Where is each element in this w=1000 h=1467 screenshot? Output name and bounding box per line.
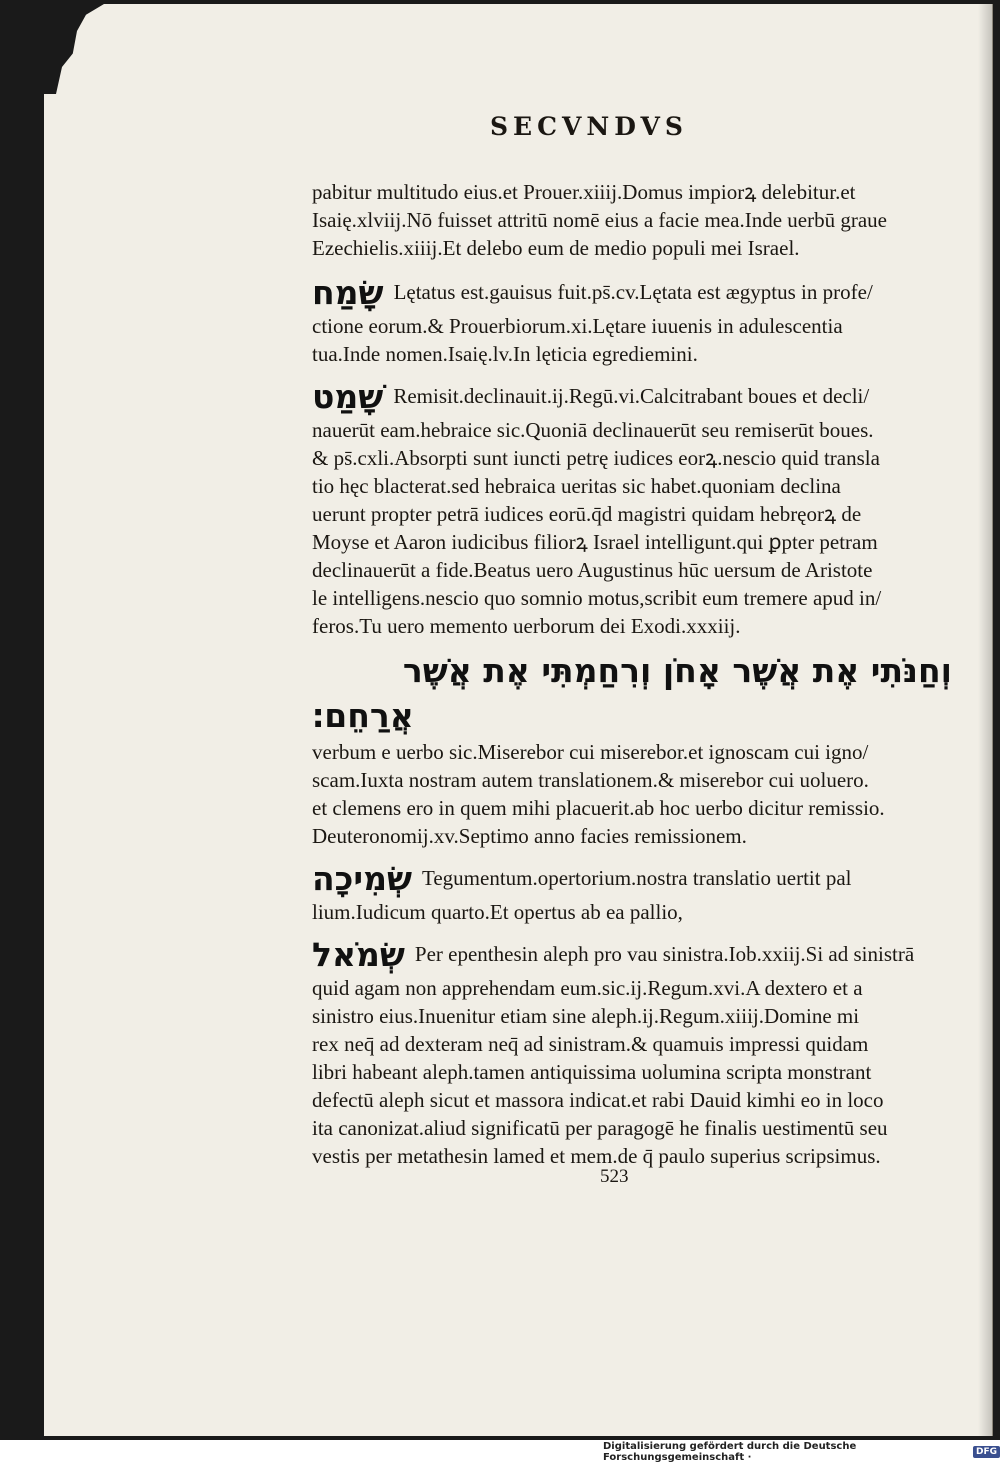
text-line: lium.Iudicum quarto.Et opertus ab ea pallio, [312, 900, 683, 924]
text-line: feros.Tu uero memento uerborum dei Exodi.xxxiij. [312, 614, 741, 638]
hebrew-verse-line [312, 693, 952, 738]
folio-number: 523 [600, 1166, 629, 1187]
hebrew-headword: שָׁמַט [312, 376, 384, 416]
text-line: tio hęc blacterat.sed hebraica ueritas sic habet.quoniam declina [312, 474, 841, 498]
text-line: scam.Iuxta nostram autem translationem.& miserebor cui uoluero. [312, 768, 869, 792]
digitization-credit [603, 1441, 1000, 1463]
hebrew-headword: שְׂמִיכָה [312, 858, 412, 898]
text-line: Isaię.xlviij.Nō fuisset attritū nomē eius a facie mea.Inde uerbū graue [312, 208, 887, 232]
hebrew-headword: שָׂמַח [312, 272, 384, 312]
lexicon-entry [312, 376, 952, 416]
text-line: ctione eorum.& Prouerbiorum.xi.Lętare iuuenis in adulescentia [312, 314, 843, 338]
text-block [312, 178, 952, 1170]
credit-text: Digitalisierung gefördert durch die Deutsche Forschungsgemeinschaft · [603, 1441, 857, 1463]
lexicon-entry [312, 858, 952, 898]
dfg-logo: DFG [973, 1446, 1000, 1458]
entry-lead-text: Remisit.declinauit.ij.Regū.vi.Calcitrabant boues et decli/ [393, 383, 870, 408]
text-line: libri habeant aleph.tamen antiquissima uolumina scripta monstrant [312, 1060, 872, 1084]
text-line: quid agam non apprehendam eum.sic.ij.Regum.xvi.A dextero et a [312, 976, 863, 1000]
text-line: uerunt propter petrā iudices eorū.q̄d magistri quidam hebręorꝝ de [312, 502, 862, 526]
text-line: Moyse et Aaron iudicibus filiorꝝ Israel intelligunt.qui ꝑpter petram [312, 530, 878, 554]
lexicon-entry [312, 934, 952, 974]
text-line: defectū aleph sicut et massora indicat.et rabi Dauid kimhi eo in loco [312, 1088, 884, 1112]
hebrew-headword: שְׂמֹאל [312, 934, 405, 974]
text-line: vestis per metathesin lamed et mem.de q̄ paulo superius scripsimus. [312, 1144, 881, 1168]
text-line: Deuteronomij.xv.Septimo anno facies remissionem. [312, 824, 747, 848]
text-line: rex neq̄ ad dexteram neq̄ ad sinistram.& quamuis impressi quidam [312, 1032, 869, 1056]
text-line: ita canonizat.aliud significatū per paragogē he finalis uestimentū seu [312, 1116, 888, 1140]
entry-lead-text: Tegumentum.opertorium.nostra translatio uertit pal [421, 865, 852, 890]
running-head: SECVNDVS [490, 112, 688, 141]
hebrew-verse-line: וְחַנֹּתִי אֶת אֲשֶׁר אָחֹן וְרִחַמְתִּי אֶת אֲשֶׁר [402, 651, 952, 690]
entry-lead-text: Lętatus est.gauisus fuit.ps̄.cv.Lętata est ægyptus in profe/ [393, 279, 873, 304]
text-line: pabitur multitudo eius.et Prouer.xiiij.Domus impiorꝝ delebitur.et [312, 180, 856, 204]
hebrew-verse-end: אֲרַחֵם׃ [312, 696, 414, 735]
text-line: tua.Inde nomen.Isaię.lv.In lęticia egrediemini. [312, 342, 698, 366]
text-line: declinauerūt a fide.Beatus uero Augustinus hūc uersum de Aristote [312, 558, 873, 582]
text-line: et clemens ero in quem mihi placuerit.ab hoc uerbo dicitur remissio. [312, 796, 885, 820]
lexicon-entry [312, 272, 952, 312]
text-line: sinistro eius.Inuenitur etiam sine aleph.ij.Regum.xiiij.Domine mi [312, 1004, 860, 1028]
text-line: le intelligens.nescio quo somnio motus,scribit eum tremere apud in/ [312, 586, 882, 610]
page-edge-shadow [978, 4, 992, 1436]
text-line: Ezechielis.xiiij.Et delebo eum de medio populi mei Israel. [312, 236, 800, 260]
text-line: nauerūt eam.hebraice sic.Quoniā declinauerūt seu remiserūt boues. [312, 418, 874, 442]
torn-corner [44, 4, 104, 94]
text-line: & ps̄.cxli.Absorpti sunt iuncti petrę iudices eorꝝ.nescio quid transla [312, 446, 880, 470]
text-line: verbum e uerbo sic.Miserebor cui miserebor.et ignoscam cui igno/ [312, 740, 869, 764]
entry-lead-text: Per epenthesin aleph pro vau sinistra.Iob.xxiij.Si ad sinistrā [414, 941, 915, 966]
